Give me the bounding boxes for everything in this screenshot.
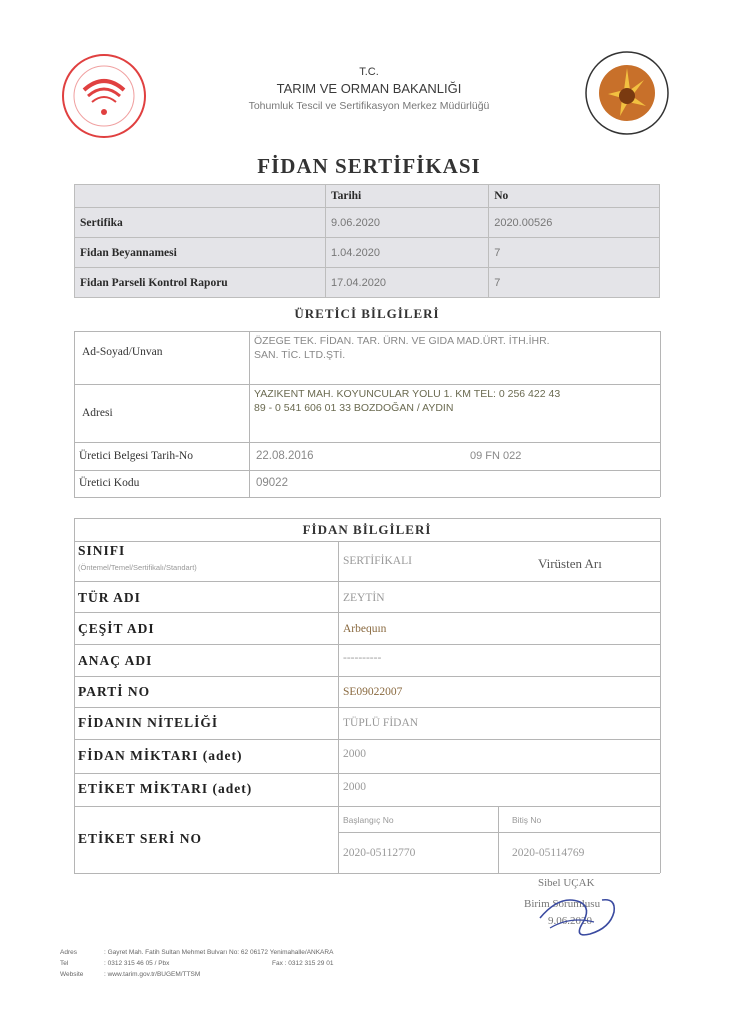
rootstock-value: ---------- bbox=[343, 652, 382, 664]
seedling-quantity-value: 2000 bbox=[343, 748, 366, 760]
label-quantity-value: 2000 bbox=[343, 781, 366, 793]
header-directorate: Tohumluk Tescil ve Sertifikasyon Merkez Müdürlüğü bbox=[248, 100, 490, 112]
fidan-section-title: FİDAN BİLGİLERİ bbox=[302, 522, 432, 537]
col-date-header: Tarihi bbox=[326, 185, 489, 208]
serial-end-value: 2020-05114769 bbox=[512, 847, 585, 859]
lot-number-value: SE09022007 bbox=[343, 686, 403, 698]
name-value-1: ÖZEGE TEK. FİDAN. TAR. ÜRN. VE GIDA MAD.ÜRT. İTH.İHR. bbox=[254, 335, 550, 347]
header-ministry: TARIM VE ORMAN BAKANLIĞI bbox=[276, 81, 462, 96]
address-label: Adresi bbox=[82, 407, 113, 419]
table-row: Fidan Beyannamesi 1.04.2020 7 bbox=[75, 238, 660, 268]
class-value: SERTİFİKALI bbox=[343, 555, 412, 567]
signature-icon bbox=[530, 888, 620, 944]
name-value-2: SAN. TİC. LTD.ŞTİ. bbox=[254, 349, 346, 361]
footer-address-label: Adres bbox=[60, 949, 77, 956]
signer-role: Birim Sorumlusu bbox=[524, 898, 601, 910]
footer-website-label: Website bbox=[60, 971, 84, 978]
footer-address: : Gayret Mah. Fatih Sultan Mehmet Bulvarı No: 62 06172 Yenimahalle/ANKARA bbox=[104, 949, 334, 956]
footer-fax: Fax : 0312 315 29 01 bbox=[272, 960, 334, 967]
label-quantity-label: ETİKET MİKTARI (adet) bbox=[78, 781, 253, 796]
species-value: ZEYTİN bbox=[343, 592, 385, 604]
document-title: FİDAN SERTİFİKASI bbox=[257, 154, 481, 178]
serial-start-label: Başlangıç No bbox=[343, 815, 394, 825]
seedling-quantity-label: FİDAN MİKTARI (adet) bbox=[78, 748, 243, 763]
certificate-table bbox=[74, 184, 660, 298]
header-tc: T.C. bbox=[359, 66, 379, 78]
producer-cert-no: 09 FN 022 bbox=[470, 450, 522, 462]
signature-date: 9.06.2020 bbox=[548, 915, 592, 927]
table-row: Fidan Parseli Kontrol Raporu 17.04.2020 7 bbox=[75, 268, 660, 298]
class-sublabel: (Öntemel/Temel/Sertifikalı/Standart) bbox=[78, 563, 197, 572]
address-value-1: YAZIKENT MAH. KOYUNCULAR YOLU 1. KM TEL: 0 256 422 43 bbox=[254, 388, 561, 400]
name-label: Ad-Soyad/Unvan bbox=[82, 346, 163, 358]
producer-cert-date: 22.08.2016 bbox=[256, 450, 314, 462]
species-label: TÜR ADI bbox=[78, 590, 141, 605]
table-row: Sertifika 9.06.2020 2020.00526 bbox=[75, 208, 660, 238]
serial-end-label: Bitiş No bbox=[512, 815, 542, 825]
producer-code-label: Üretici Kodu bbox=[79, 477, 140, 489]
variety-value: Arbequın bbox=[343, 623, 387, 635]
producer-cert-label: Üretici Belgesi Tarih-No bbox=[79, 450, 193, 462]
lot-number-label: PARTİ NO bbox=[78, 684, 151, 699]
footer-tel-label: Tel bbox=[60, 960, 69, 967]
col-no-header: No bbox=[489, 185, 660, 208]
address-value-2: 89 - 0 541 606 01 33 BOZDOĞAN / AYDIN bbox=[254, 402, 454, 414]
producer-section-title: ÜRETİCİ BİLGİLERİ bbox=[294, 306, 440, 321]
seedling-quality-value: TÜPLÜ FİDAN bbox=[343, 717, 419, 729]
class-label: SINIFI bbox=[78, 543, 126, 558]
seedling-quality-label: FİDANIN NİTELİĞİ bbox=[78, 715, 219, 730]
label-serial-label: ETİKET SERİ NO bbox=[78, 831, 203, 846]
class-extra: Virüsten Arı bbox=[538, 556, 602, 571]
serial-start-value: 2020-05112770 bbox=[343, 847, 416, 859]
footer-website: : www.tarim.gov.tr/BUGEM/TTSM bbox=[104, 971, 201, 978]
signer-name: Sibel UÇAK bbox=[538, 877, 595, 889]
producer-code-value: 09022 bbox=[256, 477, 288, 489]
variety-label: ÇEŞİT ADI bbox=[78, 621, 155, 636]
footer-tel: : 0312 315 46 05 / Pbx bbox=[104, 960, 170, 967]
rootstock-label: ANAÇ ADI bbox=[78, 653, 153, 668]
